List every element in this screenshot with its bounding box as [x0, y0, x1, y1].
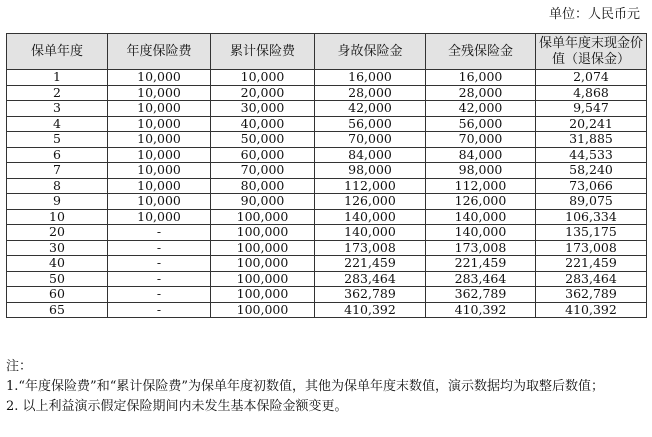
cell-cumulative-premium: 60,000	[211, 147, 315, 163]
table-row	[7, 225, 647, 241]
cell-cumulative-premium: 50,000	[211, 132, 315, 148]
cell-policy-year: 20	[7, 225, 108, 241]
cell-cumulative-premium: 90,000	[211, 194, 315, 210]
header-cash-value: 保单年度末现金价值（退保金）	[536, 34, 647, 70]
cell-death-benefit: 126,000	[315, 194, 426, 210]
cell-cash-value: 73,066	[536, 178, 647, 194]
cell-cash-value: 2,074	[536, 70, 647, 86]
cell-policy-year: 3	[7, 101, 108, 117]
table-row	[7, 209, 647, 225]
table-row	[7, 302, 647, 318]
cell-policy-year: 6	[7, 147, 108, 163]
cell-annual-premium: 10,000	[108, 101, 211, 117]
cell-death-benefit: 70,000	[315, 132, 426, 148]
cell-policy-year: 40	[7, 256, 108, 272]
cell-disability-benefit: 56,000	[426, 116, 536, 132]
cell-disability-benefit: 16,000	[426, 70, 536, 86]
header-disability-benefit: 全残保险金	[426, 34, 536, 70]
cell-annual-premium: 10,000	[108, 194, 211, 210]
cell-disability-benefit: 410,392	[426, 302, 536, 318]
cell-cumulative-premium: 40,000	[211, 116, 315, 132]
benefit-table	[6, 33, 647, 318]
cell-disability-benefit: 362,789	[426, 287, 536, 303]
cell-cash-value: 362,789	[536, 287, 647, 303]
table-row	[7, 70, 647, 86]
cell-annual-premium: 10,000	[108, 132, 211, 148]
cell-annual-premium: -	[108, 287, 211, 303]
header-annual-premium: 年度保险费	[108, 34, 211, 70]
cell-death-benefit: 42,000	[315, 101, 426, 117]
table-row	[7, 101, 647, 117]
table-row	[7, 116, 647, 132]
cell-policy-year: 1	[7, 70, 108, 86]
cell-cash-value: 4,868	[536, 85, 647, 101]
cell-death-benefit: 410,392	[315, 302, 426, 318]
cell-disability-benefit: 140,000	[426, 225, 536, 241]
cell-cash-value: 44,533	[536, 147, 647, 163]
cell-death-benefit: 221,459	[315, 256, 426, 272]
cell-disability-benefit: 98,000	[426, 163, 536, 179]
cell-policy-year: 30	[7, 240, 108, 256]
cell-disability-benefit: 42,000	[426, 101, 536, 117]
cell-cumulative-premium: 10,000	[211, 70, 315, 86]
cell-annual-premium: 10,000	[108, 178, 211, 194]
table-row	[7, 132, 647, 148]
cell-cumulative-premium: 100,000	[211, 287, 315, 303]
cell-policy-year: 60	[7, 287, 108, 303]
notes-title: 注：	[6, 359, 33, 374]
note-1: 1.“年度保险费”和“累计保险费”为保单年度初数值，其他为保单年度末数值，演示数据均为取整后数值；	[6, 379, 604, 394]
cell-policy-year: 7	[7, 163, 108, 179]
table-row	[7, 194, 647, 210]
cell-policy-year: 50	[7, 271, 108, 287]
notes	[6, 357, 646, 417]
cell-cumulative-premium: 70,000	[211, 163, 315, 179]
cell-disability-benefit: 221,459	[426, 256, 536, 272]
cell-cash-value: 221,459	[536, 256, 647, 272]
cell-death-benefit: 56,000	[315, 116, 426, 132]
cell-cumulative-premium: 100,000	[211, 302, 315, 318]
cell-annual-premium: -	[108, 225, 211, 241]
cell-policy-year: 4	[7, 116, 108, 132]
cell-disability-benefit: 140,000	[426, 209, 536, 225]
cell-annual-premium: -	[108, 256, 211, 272]
cell-disability-benefit: 126,000	[426, 194, 536, 210]
header-death-benefit: 身故保险金	[315, 34, 426, 70]
cell-death-benefit: 362,789	[315, 287, 426, 303]
cell-cash-value: 20,241	[536, 116, 647, 132]
unit-label: 单位：人民币元	[548, 7, 640, 22]
cell-cash-value: 9,547	[536, 101, 647, 117]
table-row	[7, 271, 647, 287]
cell-disability-benefit: 112,000	[426, 178, 536, 194]
cell-cumulative-premium: 20,000	[211, 85, 315, 101]
cell-annual-premium: 10,000	[108, 70, 211, 86]
table-row	[7, 287, 647, 303]
cell-annual-premium: 10,000	[108, 116, 211, 132]
cell-death-benefit: 98,000	[315, 163, 426, 179]
cell-cash-value: 106,334	[536, 209, 647, 225]
cell-cumulative-premium: 80,000	[211, 178, 315, 194]
cell-cash-value: 283,464	[536, 271, 647, 287]
cell-policy-year: 5	[7, 132, 108, 148]
cell-death-benefit: 112,000	[315, 178, 426, 194]
cell-annual-premium: -	[108, 271, 211, 287]
header-cumulative-premium: 累计保险费	[211, 34, 315, 70]
cell-policy-year: 8	[7, 178, 108, 194]
cell-annual-premium: 10,000	[108, 147, 211, 163]
cell-death-benefit: 140,000	[315, 225, 426, 241]
cell-annual-premium: 10,000	[108, 163, 211, 179]
cell-policy-year: 2	[7, 85, 108, 101]
note-2: 2. 以上利益演示假定保险期间内未发生基本保险金额变更。	[6, 399, 348, 414]
table-row	[7, 147, 647, 163]
cell-annual-premium: -	[108, 302, 211, 318]
header-policy-year: 保单年度	[7, 34, 108, 70]
cell-disability-benefit: 84,000	[426, 147, 536, 163]
cell-cash-value: 58,240	[536, 163, 647, 179]
table-row	[7, 256, 647, 272]
cell-policy-year: 10	[7, 209, 108, 225]
cell-death-benefit: 16,000	[315, 70, 426, 86]
cell-policy-year: 65	[7, 302, 108, 318]
cell-death-benefit: 28,000	[315, 85, 426, 101]
table-row	[7, 163, 647, 179]
cell-cumulative-premium: 100,000	[211, 209, 315, 225]
cell-death-benefit: 283,464	[315, 271, 426, 287]
table-body	[7, 70, 647, 318]
cell-annual-premium: -	[108, 240, 211, 256]
cell-disability-benefit: 283,464	[426, 271, 536, 287]
cell-death-benefit: 140,000	[315, 209, 426, 225]
cell-cumulative-premium: 100,000	[211, 225, 315, 241]
cell-death-benefit: 173,008	[315, 240, 426, 256]
cell-cash-value: 135,175	[536, 225, 647, 241]
cell-cash-value: 410,392	[536, 302, 647, 318]
cell-cumulative-premium: 100,000	[211, 240, 315, 256]
table-header	[7, 34, 647, 70]
table-row	[7, 240, 647, 256]
cell-disability-benefit: 173,008	[426, 240, 536, 256]
cell-cumulative-premium: 100,000	[211, 271, 315, 287]
cell-cumulative-premium: 100,000	[211, 256, 315, 272]
cell-cumulative-premium: 30,000	[211, 101, 315, 117]
cell-cash-value: 89,075	[536, 194, 647, 210]
cell-death-benefit: 84,000	[315, 147, 426, 163]
cell-cash-value: 31,885	[536, 132, 647, 148]
cell-policy-year: 9	[7, 194, 108, 210]
cell-disability-benefit: 28,000	[426, 85, 536, 101]
table-row	[7, 178, 647, 194]
cell-annual-premium: 10,000	[108, 85, 211, 101]
table-row	[7, 85, 647, 101]
cell-cash-value: 173,008	[536, 240, 647, 256]
cell-annual-premium: 10,000	[108, 209, 211, 225]
cell-disability-benefit: 70,000	[426, 132, 536, 148]
